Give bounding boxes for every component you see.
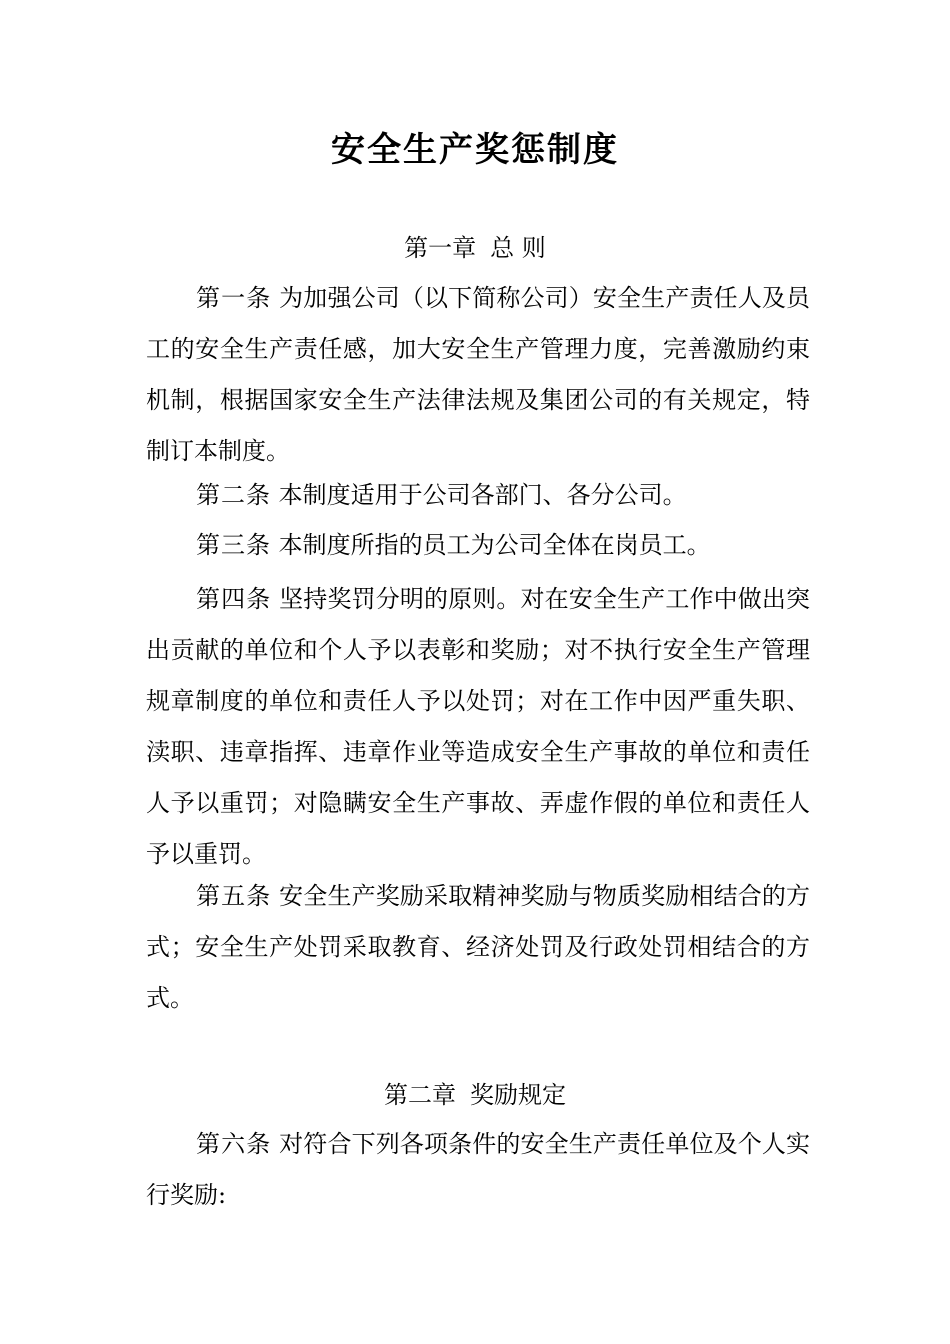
chapter-heading-2 [0, 1078, 950, 1112]
article-6 [146, 1119, 810, 1221]
document-title: 安全生产奖惩制度 [331, 130, 619, 170]
chapter-label: 第一章 [404, 234, 477, 262]
article-4 [146, 574, 810, 880]
article-text: 本制度所指的员工为公司全体在岗员工。 [278, 531, 711, 559]
article-number: 第二条 [196, 481, 271, 509]
article-text: 为加强公司（以下简称公司）安全生产责任人及员工的安全生产责任感，加大安全生产管理力度，完善激励约束机制，根据国家安全生产法律法规及集团公司的有关规定，特制订本制度。 [146, 284, 810, 465]
article-number: 第五条 [196, 882, 272, 910]
article-2 [146, 470, 810, 521]
chapter-name: 奖励规定 [470, 1081, 566, 1109]
article-text: 对符合下列各项条件的安全生产责任单位及个人实行奖励: [146, 1130, 810, 1209]
article-text: 安全生产奖励采取精神奖励与物质奖励相结合的方式；安全生产处罚采取教育、经济处罚及行政处罚相结合的方式。 [146, 882, 810, 1012]
article-text: 本制度适用于公司各部门、各分公司。 [278, 481, 687, 509]
article-number: 第六条 [196, 1130, 272, 1158]
article-number: 第三条 [196, 531, 271, 559]
article-1 [146, 273, 810, 477]
article-number: 第四条 [196, 585, 272, 613]
article-number: 第一条 [196, 284, 272, 312]
chapter-name: 总 则 [490, 234, 546, 262]
article-5 [146, 871, 810, 1024]
article-3 [146, 520, 810, 571]
article-text: 坚持奖罚分明的原则。对在安全生产工作中做出突出贡献的单位和个人予以表彰和奖励；对不执行安全生产管理规章制度的单位和责任人予以处罚；对在工作中因严重失职、渎职、违章指挥、违章作业等造成安全生产事故的单位和责任人予以重罚；对隐瞒安全生产事故、弄虚作假的单位和责任人予以重罚。 [146, 585, 810, 868]
chapter-heading-1 [0, 231, 950, 265]
chapter-label: 第二章 [384, 1081, 456, 1109]
